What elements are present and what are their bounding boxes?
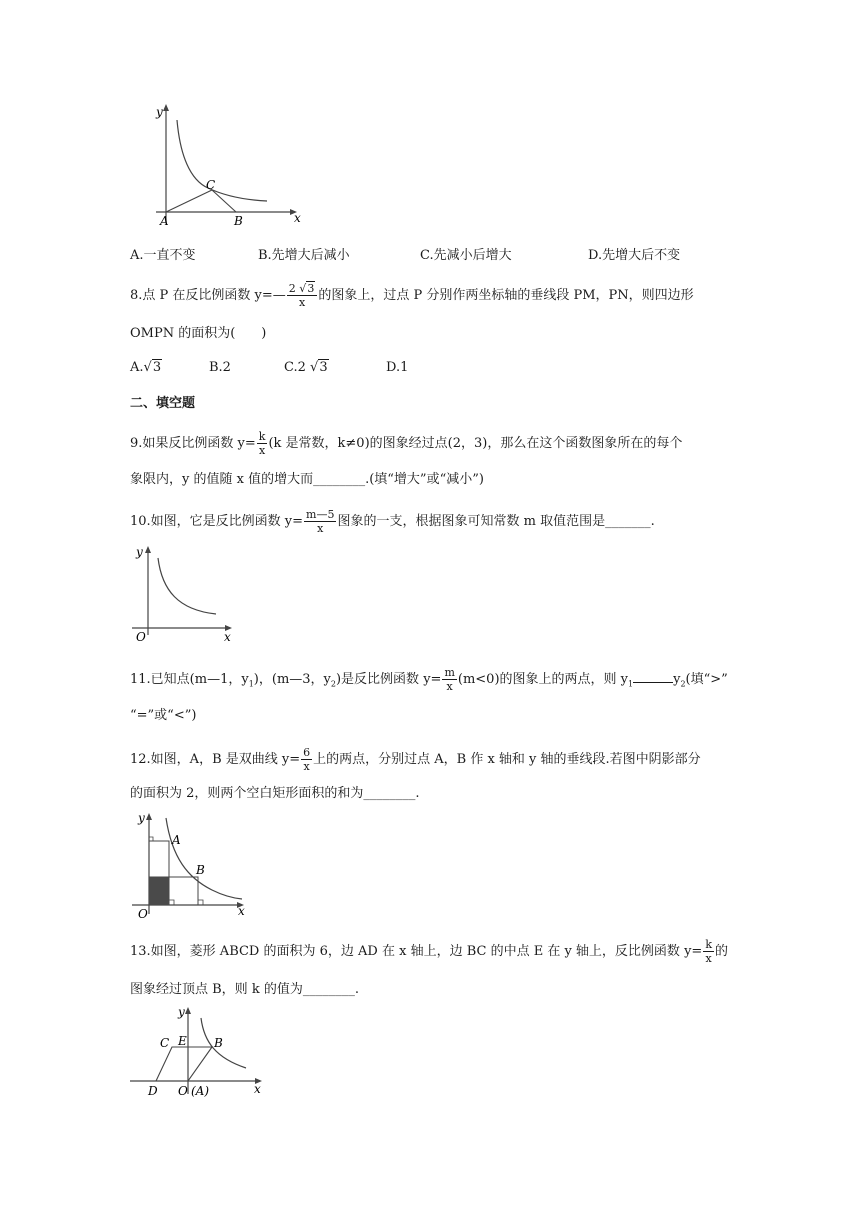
q8-stem-line2: OMPN 的面积为( ) (130, 326, 267, 341)
hyperbola-curve (166, 818, 242, 899)
label-y: y (136, 545, 143, 559)
label-d: D (148, 1084, 158, 1098)
q13-stem-line1: 13.如图，菱形 ABCD 的面积为 6，边 AD 在 x 轴上，边 BC 的中点 E 在 y 轴上，反比例函数 y= $\frac{k}{x}$ 的 (130, 938, 728, 965)
label-a: A (160, 214, 169, 228)
q8-option-a: A.√3 (130, 360, 162, 375)
y-axis-arrow (185, 1007, 191, 1014)
label-a: (A) (191, 1084, 210, 1098)
q7-option-b: B.先增大后减小 (258, 248, 350, 263)
q11-answer-blank[interactable] (633, 670, 673, 683)
q7-option-c: C.先减小后增大 (420, 248, 512, 263)
label-x: x (294, 211, 301, 225)
q8-fraction-num: 2 √3 (288, 282, 315, 295)
label-y: y (156, 105, 163, 119)
q8-fraction-den: x (287, 295, 318, 309)
q13-fraction: $\frac{k}{x}$ (705, 938, 712, 965)
q9-stem-line1: 9.如果反比例函数 y= $\frac{k}{x}$ (k 是常数，k≠0)的图象经过点(2，3)，那么在这个函数图象所在的每个 (130, 430, 683, 457)
q8-prefix: 8.点 P 在反比例函数 y= (130, 288, 273, 303)
label-x: x (224, 630, 231, 644)
y-axis-arrow (146, 813, 152, 820)
label-o: O (136, 630, 146, 644)
label-y: y (138, 811, 145, 825)
q9-stem-line2: 象限内，y 的值随 x 值的增大而________.(填“增大”或“减小”) (130, 472, 484, 487)
q10-stem: 10.如图，它是反比例函数 y= $\frac{m—5}{x}$ 图象的一支，根据图象可知常数 m 取值范围是_______. (130, 508, 655, 535)
label-c: C (206, 178, 216, 192)
q7-option-d: D.先增大后不变 (588, 248, 681, 263)
section-title: 二、填空题 (130, 396, 196, 411)
segment-ac (166, 190, 212, 212)
q11-fraction: $\frac{m}{x}$ (444, 666, 455, 693)
q8-stem-line1 (130, 282, 694, 309)
q13-stem-line2: 图象经过顶点 B，则 k 的值为________. (130, 982, 359, 997)
q8-neg-sign: — (272, 288, 286, 303)
q12-stem-line1: 12.如图，A，B 是双曲线 y= $\frac{6}{x}$ 上的两点，分别过点 A，B 作 x 轴和 y 轴的垂线段.若图中阴影部分 (130, 746, 701, 773)
y-axis-arrow (163, 104, 169, 111)
q7-figure (150, 100, 310, 235)
label-e: E (178, 1034, 187, 1048)
segment-cb (212, 190, 236, 212)
label-x: x (254, 1082, 261, 1096)
rhombus-abcd (156, 1047, 212, 1081)
q10-figure (128, 540, 238, 645)
q8-suffix: 的图象上，过点 P 分别作两坐标轴的垂线段 PM，PN，则四边形 (318, 288, 694, 303)
q8-option-b: B.2 (209, 360, 231, 375)
label-b: B (214, 1036, 223, 1050)
hyperbola-curve (201, 1018, 246, 1068)
q8-option-c: C.2 √3 (284, 360, 328, 375)
q9-fraction: $\frac{k}{x}$ (258, 430, 266, 457)
right-angle-mark-c (169, 900, 174, 905)
right-angle-mark-a (149, 837, 153, 841)
hyperbola-branch (158, 558, 216, 614)
q13-figure (128, 1002, 268, 1104)
q12-figure (128, 808, 253, 920)
label-a: A (172, 833, 181, 847)
y-axis-arrow (145, 546, 151, 553)
label-o: O (178, 1084, 188, 1098)
q11-stem-line1: 11.已知点(m—1，$y_1$)，(m—3，$y_2$)是反比例函数 y= $\frac{m}{x}$ (m<0)的图象上的两点，则 $y_1$ $y_2$(填“>” (130, 666, 728, 693)
label-o: O (138, 907, 148, 920)
shaded-region (149, 877, 169, 905)
q7-option-a: A.一直不变 (130, 248, 196, 263)
label-b: B (196, 863, 205, 877)
q12-stem-line2: 的面积为 2，则两个空白矩形面积的和为________. (130, 786, 420, 801)
q10-fraction: $\frac{m—5}{x}$ (306, 508, 335, 535)
right-angle-mark-b (198, 900, 203, 905)
label-y: y (178, 1005, 185, 1019)
label-c: C (160, 1036, 170, 1050)
hyperbola-curve (177, 120, 267, 201)
label-x: x (238, 904, 245, 918)
q12-fraction: $\frac{6}{x}$ (303, 746, 311, 773)
q11-stem-line2: “=”或“<”) (130, 708, 197, 723)
label-b: B (234, 214, 243, 228)
q8-fraction (287, 282, 318, 309)
q8-option-d: D.1 (386, 360, 409, 375)
